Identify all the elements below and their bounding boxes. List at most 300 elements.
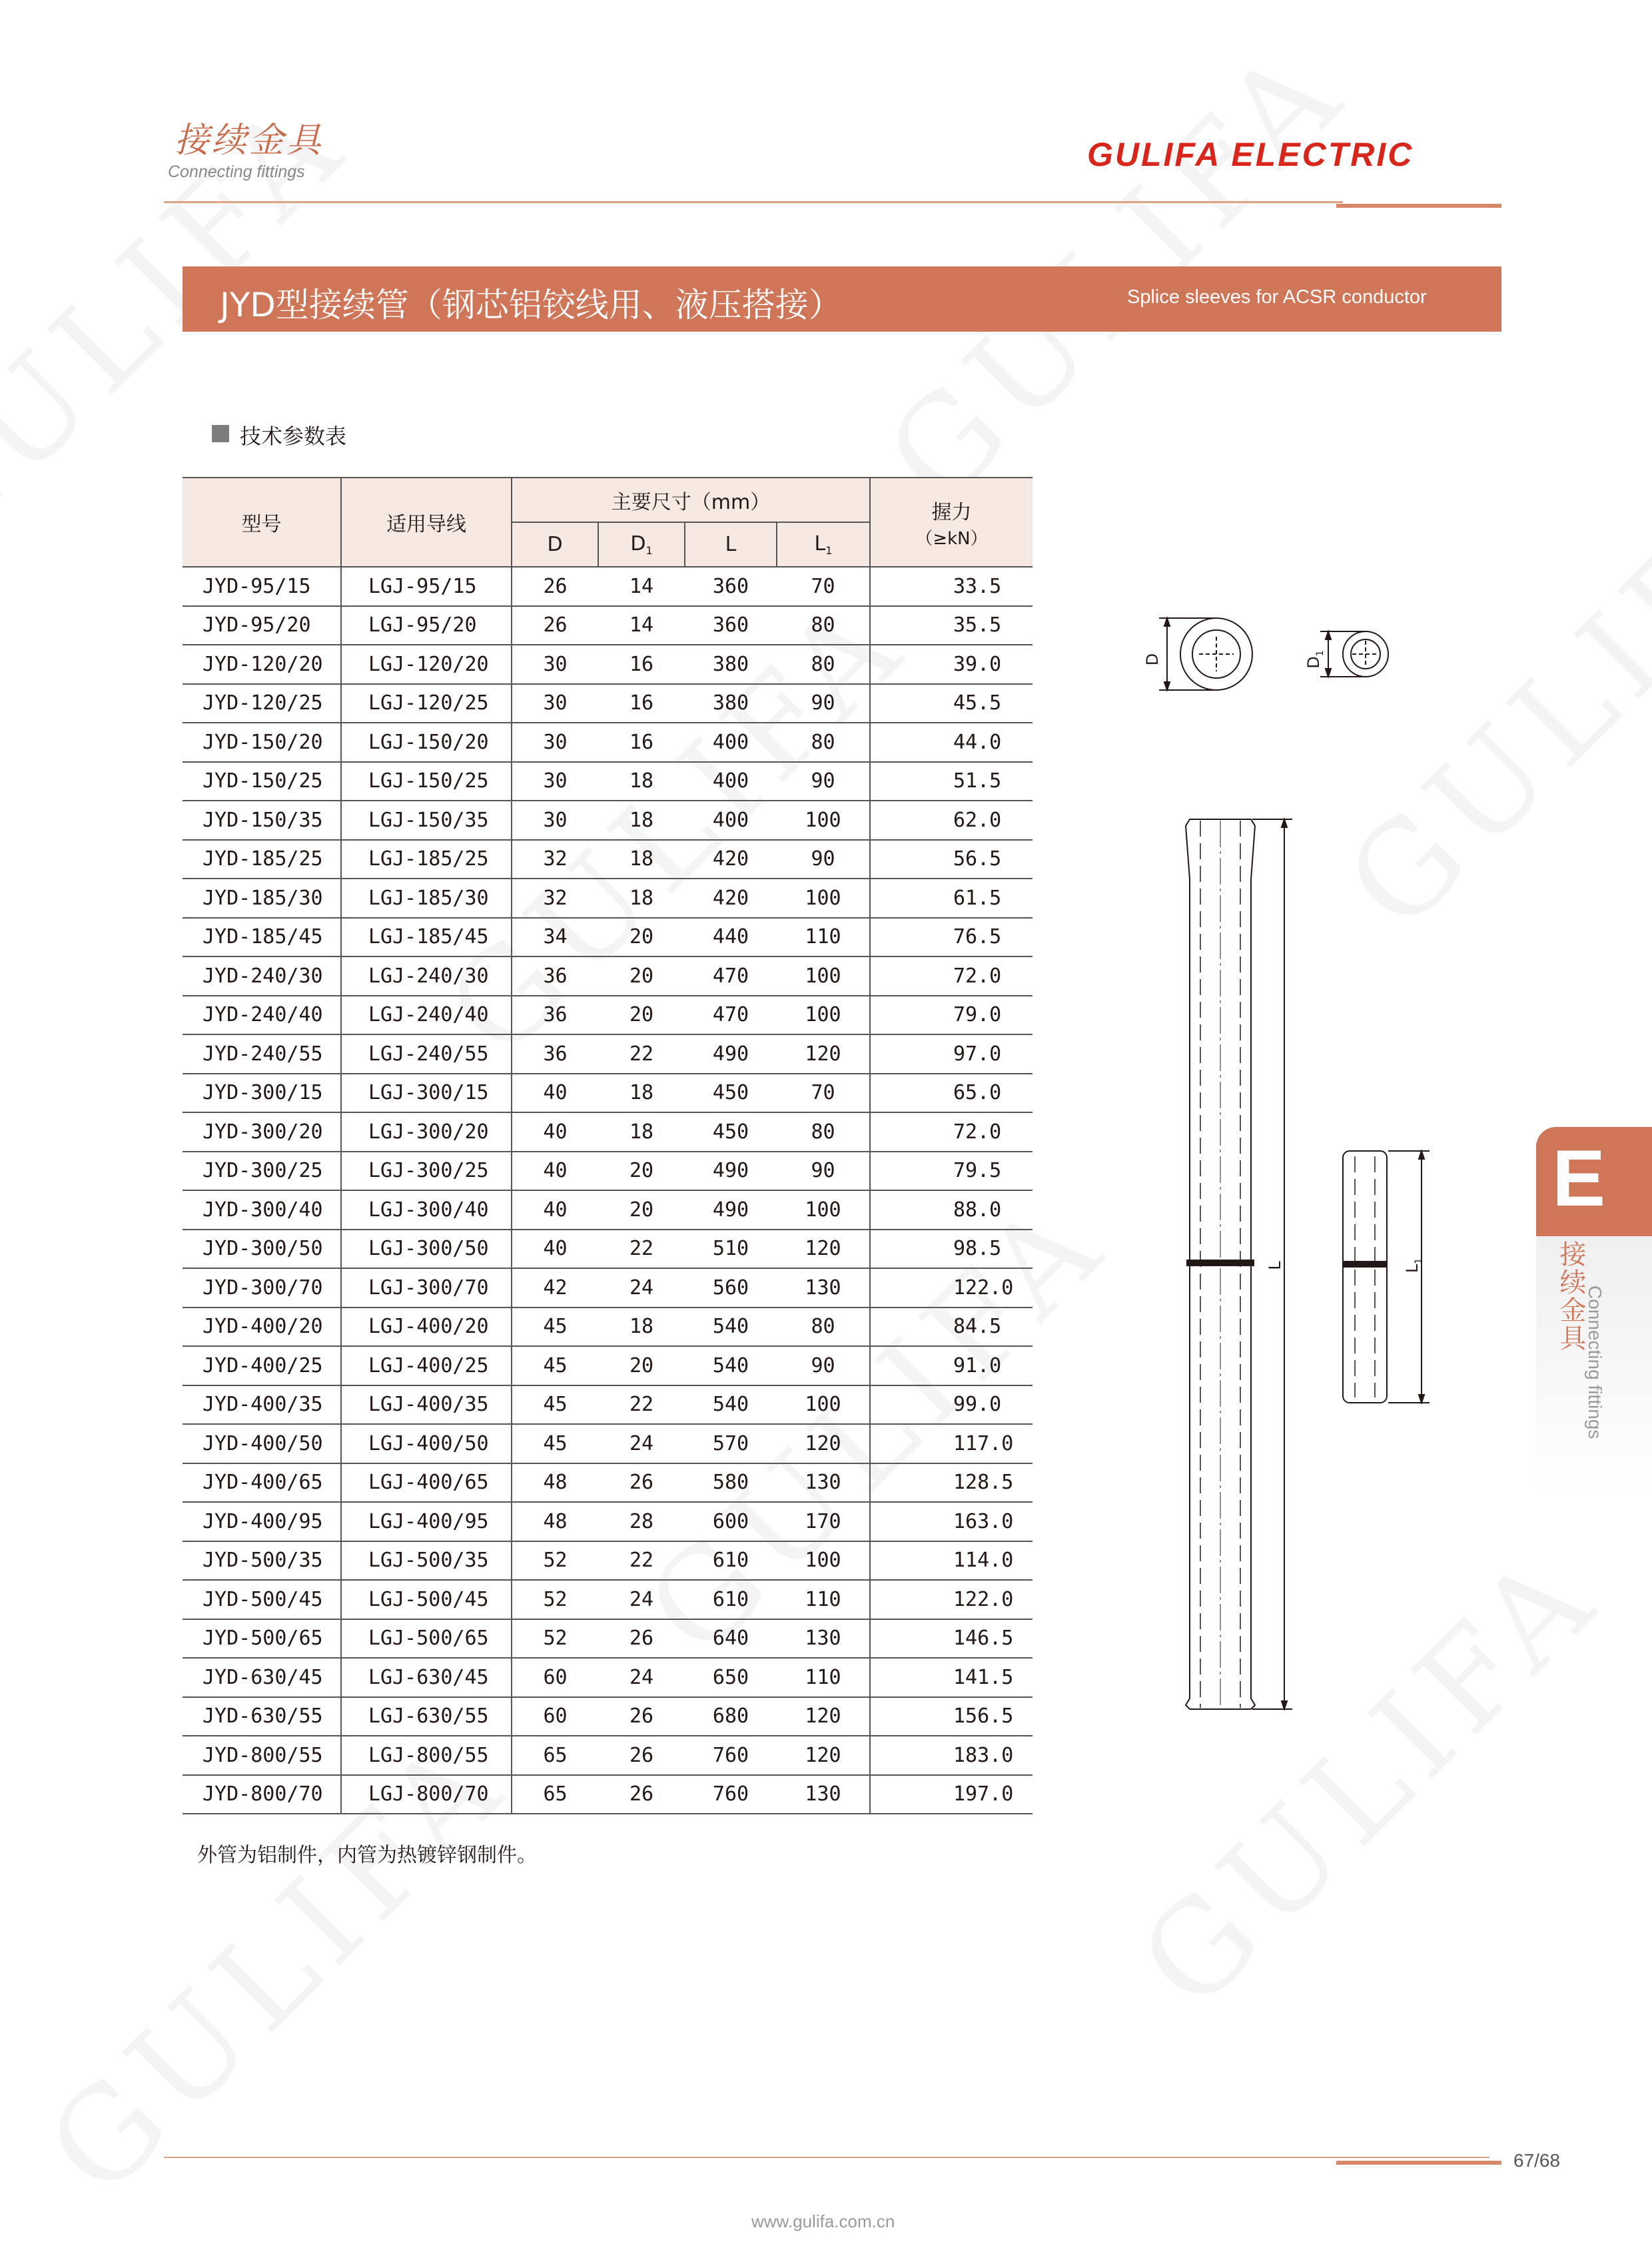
conductor-cell: LGJ-150/25 (341, 762, 512, 801)
table-row (183, 1619, 1032, 1659)
d-cell: 45 (512, 1308, 598, 1347)
l-cell: 580 (685, 1463, 777, 1503)
table-row (183, 1034, 1032, 1074)
label-d: D (1143, 653, 1162, 666)
section-tab-label-cn: 接续金具 (1555, 1240, 1586, 1352)
header-model: 型号 (183, 478, 341, 567)
header-conductor: 适用导线 (341, 478, 512, 567)
d1-cell: 28 (598, 1502, 685, 1541)
grip-force-cell: 45.5 (870, 684, 1032, 723)
grip-force-cell: 33.5 (870, 567, 1032, 606)
model-cell: JYD-500/35 (183, 1541, 341, 1581)
section-tab-letter: E (1552, 1134, 1606, 1223)
section-tab-label-en: Connecting fittings (1585, 1286, 1605, 1439)
header-dimensions: 主要尺寸（mm） (512, 478, 870, 522)
conductor-cell: LGJ-185/45 (341, 918, 512, 957)
l-cell: 490 (685, 1034, 777, 1074)
table-row (183, 918, 1032, 957)
model-cell: JYD-300/15 (183, 1074, 341, 1113)
table-row (183, 801, 1032, 840)
d1-cell: 20 (598, 1190, 685, 1230)
l1-cell: 100 (777, 801, 870, 840)
l1-cell: 90 (777, 1152, 870, 1191)
d1-cell: 16 (598, 645, 685, 684)
conductor-cell: LGJ-240/40 (341, 996, 512, 1035)
model-cell: JYD-500/45 (183, 1580, 341, 1619)
brand-logo: GULIFA ELECTRIC (1087, 136, 1414, 173)
section-square-icon (212, 425, 229, 442)
l1-cell: 120 (777, 1424, 870, 1463)
label-l: L (1266, 1261, 1284, 1270)
grip-force-cell: 65.0 (870, 1074, 1032, 1113)
label-d1 (1304, 650, 1326, 668)
grip-force-cell: 62.0 (870, 801, 1032, 840)
header-divider-accent (1336, 204, 1501, 208)
table-row (183, 1541, 1032, 1581)
grip-force-cell: 76.5 (870, 918, 1032, 957)
grip-force-cell: 163.0 (870, 1502, 1032, 1541)
l1-cell: 130 (777, 1463, 870, 1503)
grip-force-cell: 183.0 (870, 1736, 1032, 1775)
d1-cell: 16 (598, 723, 685, 762)
model-cell: JYD-95/15 (183, 567, 341, 606)
l-cell: 360 (685, 606, 777, 645)
grip-force-cell: 98.5 (870, 1230, 1032, 1269)
d1-cell: 22 (598, 1541, 685, 1581)
grip-force-cell: 72.0 (870, 956, 1032, 996)
l-cell: 650 (685, 1658, 777, 1697)
d1-cell: 18 (598, 840, 685, 879)
inner-sleeve-elevation-icon (1343, 1151, 1430, 1403)
grip-force-cell: 114.0 (870, 1541, 1032, 1581)
d-cell: 26 (512, 606, 598, 645)
conductor-cell: LGJ-95/15 (341, 567, 512, 606)
model-cell: JYD-150/35 (183, 801, 341, 840)
conductor-cell: LGJ-120/20 (341, 645, 512, 684)
l-cell: 420 (685, 840, 777, 879)
d-cell: 40 (512, 1190, 598, 1230)
l1-cell: 80 (777, 606, 870, 645)
grip-force-cell: 97.0 (870, 1034, 1032, 1074)
d1-cell: 26 (598, 1775, 685, 1814)
conductor-cell: LGJ-400/95 (341, 1502, 512, 1541)
d1-cell: 24 (598, 1424, 685, 1463)
d-cell: 45 (512, 1424, 598, 1463)
model-cell: JYD-300/25 (183, 1152, 341, 1191)
l-cell: 540 (685, 1346, 777, 1385)
outer-sleeve-section-icon (1159, 618, 1252, 690)
model-cell: JYD-800/55 (183, 1736, 341, 1775)
grip-force-cell: 156.5 (870, 1697, 1032, 1736)
table-row (183, 1112, 1032, 1152)
model-cell: JYD-400/35 (183, 1385, 341, 1425)
header-l: L (685, 522, 777, 567)
sleeve-drawing (1132, 599, 1479, 1732)
d1-cell: 20 (598, 1346, 685, 1385)
l-cell: 560 (685, 1268, 777, 1308)
d1-cell: 20 (598, 918, 685, 957)
header-l1 (777, 522, 870, 567)
l1-cell: 120 (777, 1230, 870, 1269)
l1-cell: 90 (777, 840, 870, 879)
model-cell: JYD-300/20 (183, 1112, 341, 1152)
table-row (183, 723, 1032, 762)
d-cell: 34 (512, 918, 598, 957)
l1-cell: 90 (777, 762, 870, 801)
label-l1 (1403, 1258, 1424, 1273)
footer-divider (164, 2157, 1489, 2158)
table-row (183, 1268, 1032, 1308)
header-d: D (512, 522, 598, 567)
l-cell: 450 (685, 1074, 777, 1113)
table-row (183, 645, 1032, 684)
d1-cell: 18 (598, 1112, 685, 1152)
l1-cell: 80 (777, 723, 870, 762)
conductor-cell: LGJ-800/70 (341, 1775, 512, 1814)
d-cell: 32 (512, 840, 598, 879)
table-row (183, 879, 1032, 918)
l1-cell: 130 (777, 1268, 870, 1308)
l1-cell: 120 (777, 1697, 870, 1736)
table-row (183, 1424, 1032, 1463)
conductor-cell: LGJ-400/50 (341, 1424, 512, 1463)
model-cell: JYD-800/70 (183, 1775, 341, 1814)
d1-cell: 20 (598, 956, 685, 996)
d-cell: 30 (512, 645, 598, 684)
d1-cell: 24 (598, 1658, 685, 1697)
d-cell: 30 (512, 684, 598, 723)
grip-force-cell: 88.0 (870, 1190, 1032, 1230)
table-row (183, 1230, 1032, 1269)
header-l1-label: L (814, 532, 826, 556)
grip-force-cell: 44.0 (870, 723, 1032, 762)
grip-force-cell: 99.0 (870, 1385, 1032, 1425)
table-row (183, 1697, 1032, 1736)
l-cell: 760 (685, 1775, 777, 1814)
table-row (183, 956, 1032, 996)
d1-cell: 14 (598, 606, 685, 645)
d-cell: 26 (512, 567, 598, 606)
d-cell: 65 (512, 1775, 598, 1814)
grip-force-cell: 61.5 (870, 879, 1032, 918)
l-cell: 640 (685, 1619, 777, 1659)
conductor-cell: LGJ-400/25 (341, 1346, 512, 1385)
d1-cell: 14 (598, 567, 685, 606)
l-cell: 610 (685, 1541, 777, 1581)
grip-force-cell: 122.0 (870, 1268, 1032, 1308)
header-grip-force (870, 478, 1032, 567)
grip-force-cell: 56.5 (870, 840, 1032, 879)
spec-table (183, 477, 1032, 1814)
l-cell: 380 (685, 645, 777, 684)
l1-cell: 70 (777, 567, 870, 606)
d-cell: 40 (512, 1152, 598, 1191)
table-row (183, 606, 1032, 645)
d-cell: 52 (512, 1619, 598, 1659)
d-cell: 40 (512, 1074, 598, 1113)
conductor-cell: LGJ-240/55 (341, 1034, 512, 1074)
conductor-cell: LGJ-150/20 (341, 723, 512, 762)
d-cell: 52 (512, 1541, 598, 1581)
l-cell: 610 (685, 1580, 777, 1619)
model-cell: JYD-150/25 (183, 762, 341, 801)
d-cell: 45 (512, 1346, 598, 1385)
model-cell: JYD-400/20 (183, 1308, 341, 1347)
header-title-cn: 接续金具 (175, 121, 324, 161)
grip-force-cell: 146.5 (870, 1619, 1032, 1659)
d-cell: 52 (512, 1580, 598, 1619)
model-cell: JYD-120/20 (183, 645, 341, 684)
label-d1-text: D (1304, 656, 1323, 669)
model-cell: JYD-400/65 (183, 1463, 341, 1503)
d-cell: 30 (512, 801, 598, 840)
grip-force-cell: 72.0 (870, 1112, 1032, 1152)
grip-force-cell: 197.0 (870, 1775, 1032, 1814)
d-cell: 40 (512, 1230, 598, 1269)
model-cell: JYD-300/40 (183, 1190, 341, 1230)
d1-cell: 26 (598, 1463, 685, 1503)
table-row (183, 996, 1032, 1035)
conductor-cell: LGJ-630/45 (341, 1658, 512, 1697)
d1-cell: 26 (598, 1697, 685, 1736)
header-force-label: 握力 (931, 500, 972, 524)
grip-force-cell: 51.5 (870, 762, 1032, 801)
d-cell: 45 (512, 1385, 598, 1425)
l-cell: 360 (685, 567, 777, 606)
l-cell: 420 (685, 879, 777, 918)
table-row (183, 1346, 1032, 1385)
d-cell: 48 (512, 1463, 598, 1503)
label-d1-subscript: 1 (1315, 650, 1326, 657)
inner-sleeve-section-icon (1320, 631, 1388, 677)
grip-force-cell: 79.0 (870, 996, 1032, 1035)
table-row (183, 684, 1032, 723)
header-force-unit: （≥kN） (915, 528, 988, 549)
d1-cell: 22 (598, 1230, 685, 1269)
l1-cell: 130 (777, 1775, 870, 1814)
d-cell: 30 (512, 723, 598, 762)
l-cell: 440 (685, 918, 777, 957)
d-cell: 30 (512, 762, 598, 801)
model-cell: JYD-185/25 (183, 840, 341, 879)
table-row (183, 1502, 1032, 1541)
l-cell: 540 (685, 1385, 777, 1425)
l1-cell: 100 (777, 1190, 870, 1230)
l1-cell: 110 (777, 1658, 870, 1697)
page-number: 67/68 (1513, 2150, 1561, 2171)
l-cell: 400 (685, 801, 777, 840)
l1-cell: 130 (777, 1619, 870, 1659)
d-cell: 60 (512, 1697, 598, 1736)
conductor-cell: LGJ-185/25 (341, 840, 512, 879)
d1-cell: 20 (598, 996, 685, 1035)
l1-cell: 110 (777, 918, 870, 957)
d1-cell: 18 (598, 762, 685, 801)
d-cell: 36 (512, 996, 598, 1035)
page-title: JYD型接续管（钢芯铝铰线用、液压搭接） (220, 286, 842, 324)
model-cell: JYD-240/55 (183, 1034, 341, 1074)
conductor-cell: LGJ-300/50 (341, 1230, 512, 1269)
d-cell: 36 (512, 956, 598, 996)
grip-force-cell: 91.0 (870, 1346, 1032, 1385)
grip-force-cell: 84.5 (870, 1308, 1032, 1347)
header-d1-subscript: 1 (645, 544, 653, 557)
l-cell: 680 (685, 1697, 777, 1736)
grip-force-cell: 117.0 (870, 1424, 1032, 1463)
l-cell: 470 (685, 996, 777, 1035)
section-label: 技术参数表 (240, 424, 347, 449)
l1-cell: 120 (777, 1736, 870, 1775)
conductor-cell: LGJ-300/25 (341, 1152, 512, 1191)
table-row (183, 1385, 1032, 1425)
l-cell: 490 (685, 1190, 777, 1230)
grip-force-cell: 79.5 (870, 1152, 1032, 1191)
l-cell: 490 (685, 1152, 777, 1191)
table-row (183, 1775, 1032, 1814)
model-cell: JYD-185/45 (183, 918, 341, 957)
l1-cell: 100 (777, 879, 870, 918)
conductor-cell: LGJ-500/35 (341, 1541, 512, 1581)
label-l1-subscript: 1 (1414, 1258, 1424, 1264)
conductor-cell: LGJ-120/25 (341, 684, 512, 723)
d-cell: 65 (512, 1736, 598, 1775)
l1-cell: 80 (777, 645, 870, 684)
header-d1-label: D (630, 532, 646, 556)
l1-cell: 170 (777, 1502, 870, 1541)
conductor-cell: LGJ-185/30 (341, 879, 512, 918)
model-cell: JYD-630/55 (183, 1697, 341, 1736)
model-cell: JYD-400/50 (183, 1424, 341, 1463)
model-cell: JYD-300/70 (183, 1268, 341, 1308)
table-row (183, 762, 1032, 801)
conductor-cell: LGJ-95/20 (341, 606, 512, 645)
l1-cell: 70 (777, 1074, 870, 1113)
l-cell: 470 (685, 956, 777, 996)
conductor-cell: LGJ-300/20 (341, 1112, 512, 1152)
d1-cell: 18 (598, 801, 685, 840)
d-cell: 60 (512, 1658, 598, 1697)
table-row (183, 1580, 1032, 1619)
d1-cell: 22 (598, 1385, 685, 1425)
d1-cell: 24 (598, 1580, 685, 1619)
model-cell: JYD-500/65 (183, 1619, 341, 1659)
header-d1 (598, 522, 685, 567)
header-title-en: Connecting fittings (168, 163, 305, 181)
header-divider (164, 201, 1343, 203)
l1-cell: 110 (777, 1580, 870, 1619)
material-note: 外管为铝制件，内管为热镀锌钢制件。 (197, 1844, 537, 1867)
conductor-cell: LGJ-500/45 (341, 1580, 512, 1619)
table-row (183, 1308, 1032, 1347)
l-cell: 760 (685, 1736, 777, 1775)
l1-cell: 100 (777, 956, 870, 996)
d-cell: 48 (512, 1502, 598, 1541)
conductor-cell: LGJ-800/55 (341, 1736, 512, 1775)
conductor-cell: LGJ-400/65 (341, 1463, 512, 1503)
l-cell: 570 (685, 1424, 777, 1463)
l1-cell: 90 (777, 684, 870, 723)
conductor-cell: LGJ-240/30 (341, 956, 512, 996)
d-cell: 40 (512, 1112, 598, 1152)
table-row (183, 1074, 1032, 1113)
table-row (183, 1463, 1032, 1503)
l-cell: 600 (685, 1502, 777, 1541)
model-cell: JYD-240/40 (183, 996, 341, 1035)
d1-cell: 26 (598, 1736, 685, 1775)
grip-force-cell: 141.5 (870, 1658, 1032, 1697)
l1-cell: 100 (777, 996, 870, 1035)
l-cell: 400 (685, 723, 777, 762)
conductor-cell: LGJ-400/20 (341, 1308, 512, 1347)
l-cell: 450 (685, 1112, 777, 1152)
model-cell: JYD-120/25 (183, 684, 341, 723)
footer-url[interactable]: www.gulifa.com.cn (751, 2211, 895, 2231)
model-cell: JYD-400/25 (183, 1346, 341, 1385)
l1-cell: 90 (777, 1346, 870, 1385)
conductor-cell: LGJ-300/15 (341, 1074, 512, 1113)
l1-cell: 120 (777, 1034, 870, 1074)
label-l1-text: L (1403, 1264, 1422, 1274)
conductor-cell: LGJ-300/70 (341, 1268, 512, 1308)
model-cell: JYD-630/45 (183, 1658, 341, 1697)
d1-cell: 18 (598, 1074, 685, 1113)
model-cell: JYD-95/20 (183, 606, 341, 645)
page-subtitle: Splice sleeves for ACSR conductor (1127, 286, 1427, 308)
grip-force-cell: 128.5 (870, 1463, 1032, 1503)
conductor-cell: LGJ-150/35 (341, 801, 512, 840)
d1-cell: 22 (598, 1034, 685, 1074)
table-row (183, 1658, 1032, 1697)
table-row (183, 1152, 1032, 1191)
d1-cell: 16 (598, 684, 685, 723)
d1-cell: 26 (598, 1619, 685, 1659)
table-row (183, 567, 1032, 606)
table-row (183, 1190, 1032, 1230)
conductor-cell: LGJ-400/35 (341, 1385, 512, 1425)
conductor-cell: LGJ-300/40 (341, 1190, 512, 1230)
model-cell: JYD-150/20 (183, 723, 341, 762)
model-cell: JYD-300/50 (183, 1230, 341, 1269)
header-l1-subscript: 1 (825, 544, 833, 557)
l-cell: 400 (685, 762, 777, 801)
table-row (183, 1736, 1032, 1775)
d-cell: 42 (512, 1268, 598, 1308)
d1-cell: 20 (598, 1152, 685, 1191)
d1-cell: 24 (598, 1268, 685, 1308)
grip-force-cell: 39.0 (870, 645, 1032, 684)
l1-cell: 80 (777, 1112, 870, 1152)
l1-cell: 100 (777, 1385, 870, 1425)
grip-force-cell: 35.5 (870, 606, 1032, 645)
model-cell: JYD-240/30 (183, 956, 341, 996)
l-cell: 540 (685, 1308, 777, 1347)
conductor-cell: LGJ-500/65 (341, 1619, 512, 1659)
conductor-cell: LGJ-630/55 (341, 1697, 512, 1736)
table-row (183, 840, 1032, 879)
d-cell: 32 (512, 879, 598, 918)
model-cell: JYD-185/30 (183, 879, 341, 918)
l1-cell: 100 (777, 1541, 870, 1581)
d-cell: 36 (512, 1034, 598, 1074)
d1-cell: 18 (598, 879, 685, 918)
model-cell: JYD-400/95 (183, 1502, 341, 1541)
d1-cell: 18 (598, 1308, 685, 1347)
l1-cell: 80 (777, 1308, 870, 1347)
grip-force-cell: 122.0 (870, 1580, 1032, 1619)
footer-divider-accent (1336, 2161, 1501, 2165)
l-cell: 510 (685, 1230, 777, 1269)
l-cell: 380 (685, 684, 777, 723)
